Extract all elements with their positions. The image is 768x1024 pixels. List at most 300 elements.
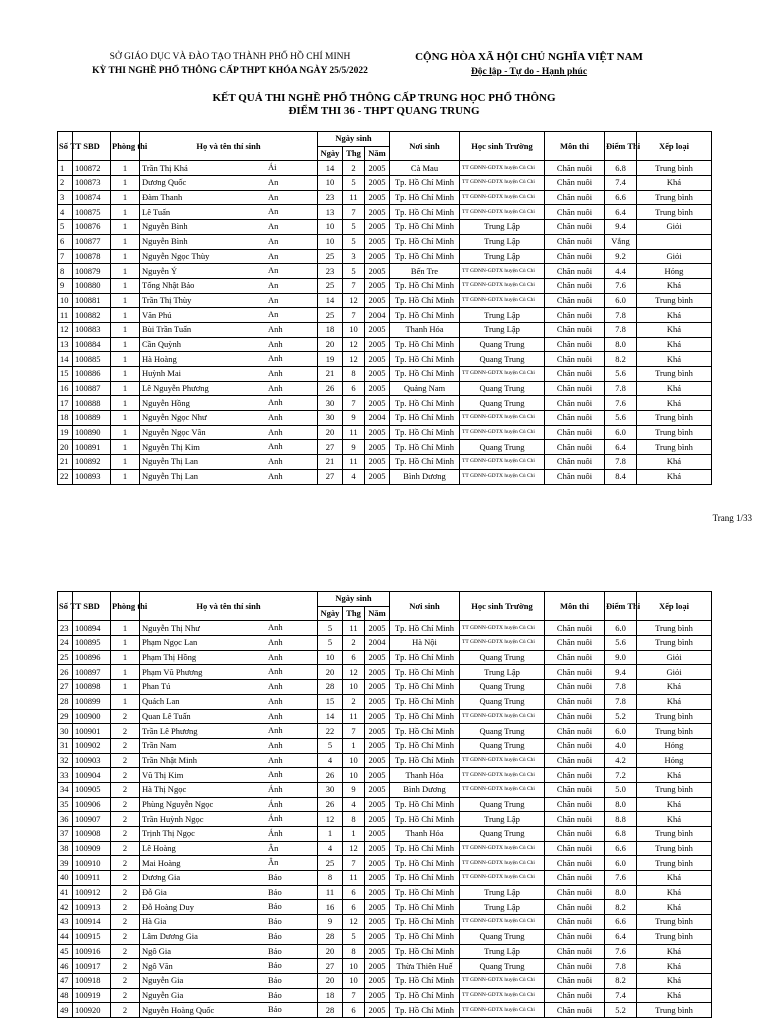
col-month: Thg	[343, 606, 365, 621]
cell-school: TT GDNN-GDTX huyện Củ Chi	[460, 190, 545, 205]
cell-month: 11	[343, 871, 365, 886]
cell-subject: Chăn nuôi	[545, 694, 605, 709]
col-name: Họ và tên thí sinh	[140, 592, 318, 621]
cell-year: 2005	[365, 900, 390, 915]
cell-room: 1	[111, 337, 140, 352]
cell-year: 2005	[365, 694, 390, 709]
cell-school: TT GDNN-GDTX huyện Củ Chi	[460, 621, 545, 636]
cell-month: 5	[343, 264, 365, 279]
cell-sbd: 100890	[73, 425, 111, 440]
cell-subject: Chăn nuôi	[545, 176, 605, 191]
col-stt: Số TT	[58, 592, 73, 621]
cell-score: 8.0	[605, 337, 637, 352]
cell-given-name: Anh	[268, 725, 283, 736]
cell-score: 7.8	[605, 381, 637, 396]
exam-name: KỲ THI NGHỀ PHỔ THÔNG CẤP THPT KHÓA NGÀY 25/5/2022	[92, 66, 368, 76]
cell-score: 6.8	[605, 827, 637, 842]
cell-room: 1	[111, 455, 140, 470]
cell-sbd: 100909	[73, 841, 111, 856]
cell-name: Trần Lê Phương	[142, 725, 198, 736]
cell-score: 8.2	[605, 352, 637, 367]
cell-full-name	[140, 694, 318, 709]
cell-stt: 29	[58, 709, 73, 724]
cell-rank: Trung bình	[637, 621, 712, 636]
cell-room: 1	[111, 176, 140, 191]
cell-full-name	[140, 636, 318, 651]
cell-year: 2005	[365, 220, 390, 235]
cell-day: 26	[318, 768, 343, 783]
cell-day: 30	[318, 782, 343, 797]
cell-year: 2005	[365, 680, 390, 695]
cell-month: 7	[343, 308, 365, 323]
document-title	[0, 92, 768, 118]
cell-score: 7.8	[605, 694, 637, 709]
cell-birthplace: Tp. Hồ Chí Minh	[390, 425, 460, 440]
cell-rank: Khá	[637, 885, 712, 900]
cell-birthplace: Tp. Hồ Chí Minh	[390, 680, 460, 695]
col-month: Thg	[343, 146, 365, 161]
cell-month: 6	[343, 885, 365, 900]
cell-sbd: 100881	[73, 293, 111, 308]
cell-day: 21	[318, 367, 343, 382]
cell-month: 4	[343, 797, 365, 812]
cell-subject: Chăn nuôi	[545, 841, 605, 856]
cell-school: Trung Lập	[460, 234, 545, 249]
cell-month: 5	[343, 220, 365, 235]
cell-rank: Trung bình	[637, 709, 712, 724]
cell-score: 9.4	[605, 665, 637, 680]
cell-room: 2	[111, 753, 140, 768]
cell-rank: Khá	[637, 455, 712, 470]
col-birthplace: Nơi sinh	[390, 132, 460, 161]
cell-rank: Khá	[637, 988, 712, 1003]
cell-month: 12	[343, 665, 365, 680]
cell-year: 2005	[365, 650, 390, 665]
cell-room: 1	[111, 322, 140, 337]
cell-rank: Khá	[637, 812, 712, 827]
table-row	[58, 797, 712, 812]
cell-room: 1	[111, 293, 140, 308]
table-row	[58, 694, 712, 709]
cell-year: 2005	[365, 871, 390, 886]
cell-stt: 33	[58, 768, 73, 783]
cell-sbd: 100889	[73, 411, 111, 426]
cell-subject: Chăn nuôi	[545, 973, 605, 988]
cell-name: Ngô Gia	[142, 945, 172, 956]
cell-score: 6.4	[605, 929, 637, 944]
cell-score: 6.8	[605, 161, 637, 176]
cell-name: Nguyễn Ngọc Như	[142, 412, 207, 423]
cell-sbd: 100917	[73, 959, 111, 974]
cell-stt: 9	[58, 278, 73, 293]
cell-school: Trung Lập	[460, 308, 545, 323]
cell-rank: Trung bình	[637, 782, 712, 797]
cell-sbd: 100885	[73, 352, 111, 367]
cell-rank: Khá	[637, 768, 712, 783]
title-line-2: ĐIỂM THI 36 - THPT QUANG TRUNG	[288, 105, 480, 117]
cell-given-name: Ân	[268, 857, 279, 868]
cell-day: 28	[318, 1003, 343, 1018]
cell-room: 1	[111, 308, 140, 323]
results-table-page-1	[57, 131, 712, 485]
cell-birthplace: Tp. Hồ Chí Minh	[390, 337, 460, 352]
cell-subject: Chăn nuôi	[545, 161, 605, 176]
cell-name: Quan Lê Tuấn	[142, 710, 191, 721]
cell-full-name	[140, 856, 318, 871]
cell-year: 2005	[365, 753, 390, 768]
table-row	[58, 885, 712, 900]
page-number: Trang 1/33	[712, 513, 752, 523]
cell-year: 2005	[365, 381, 390, 396]
cell-rank: Trung bình	[637, 841, 712, 856]
cell-birthplace: Thanh Hóa	[390, 322, 460, 337]
cell-stt: 1	[58, 161, 73, 176]
cell-day: 4	[318, 841, 343, 856]
cell-sbd: 100901	[73, 724, 111, 739]
cell-stt: 22	[58, 469, 73, 484]
cell-school: TT GDNN-GDTX huyện Củ Chi	[460, 425, 545, 440]
cell-rank	[637, 234, 712, 249]
col-stt: Số TT	[58, 132, 73, 161]
cell-full-name	[140, 264, 318, 279]
cell-month: 8	[343, 367, 365, 382]
cell-given-name: Ánh	[268, 828, 283, 838]
cell-month: 6	[343, 650, 365, 665]
cell-school: Quang Trung	[460, 440, 545, 455]
cell-room: 2	[111, 915, 140, 930]
cell-score: 6.6	[605, 841, 637, 856]
cell-room: 2	[111, 871, 140, 886]
cell-day: 4	[318, 753, 343, 768]
cell-year: 2005	[365, 797, 390, 812]
cell-sbd: 100895	[73, 636, 111, 651]
cell-month: 7	[343, 205, 365, 220]
cell-month: 4	[343, 469, 365, 484]
cell-subject: Chăn nuôi	[545, 190, 605, 205]
col-score: Điểm Thi	[605, 592, 637, 621]
cell-score: 6.6	[605, 190, 637, 205]
cell-full-name	[140, 176, 318, 191]
cell-room: 1	[111, 694, 140, 709]
cell-score: 8.2	[605, 973, 637, 988]
cell-stt: 2	[58, 176, 73, 191]
cell-school: TT GDNN-GDTX huyện Củ Chi	[460, 782, 545, 797]
cell-given-name: Bảo	[268, 901, 282, 912]
cell-day: 30	[318, 411, 343, 426]
cell-stt: 30	[58, 724, 73, 739]
cell-given-name: Anh	[268, 769, 283, 780]
cell-rank: Trung bình	[637, 440, 712, 455]
cell-subject: Chăn nuôi	[545, 264, 605, 279]
cell-month: 11	[343, 190, 365, 205]
cell-stt: 6	[58, 234, 73, 249]
table-row	[58, 220, 712, 235]
cell-stt: 17	[58, 396, 73, 411]
cell-stt: 21	[58, 455, 73, 470]
cell-score: 6.0	[605, 724, 637, 739]
cell-score: Vắng	[605, 234, 637, 249]
cell-school: TT GDNN-GDTX huyện Củ Chi	[460, 367, 545, 382]
cell-stt: 15	[58, 367, 73, 382]
cell-stt: 49	[58, 1003, 73, 1018]
results-table-page-2	[57, 591, 712, 1018]
cell-month: 2	[343, 636, 365, 651]
col-rank: Xếp loại	[637, 132, 712, 161]
table-header	[58, 592, 712, 621]
cell-year: 2005	[365, 205, 390, 220]
cell-school: Trung Lập	[460, 812, 545, 827]
cell-month: 12	[343, 915, 365, 930]
cell-birthplace: Tp. Hồ Chí Minh	[390, 396, 460, 411]
cell-sbd: 100876	[73, 220, 111, 235]
cell-given-name: Anh	[268, 368, 283, 378]
cell-subject: Chăn nuôi	[545, 205, 605, 220]
cell-name: Lê Nguyễn Phương	[142, 383, 209, 394]
cell-given-name: Ân	[268, 842, 279, 853]
cell-name: Nguyễn Thị Lan	[142, 471, 199, 482]
cell-school: Trung Lập	[460, 944, 545, 959]
cell-name: Trần Nhật Minh	[142, 754, 197, 765]
cell-subject: Chăn nuôi	[545, 220, 605, 235]
cell-given-name: Anh	[268, 666, 283, 677]
cell-score: 8.0	[605, 797, 637, 812]
col-sbd: SBD	[73, 592, 111, 621]
cell-subject: Chăn nuôi	[545, 249, 605, 264]
cell-room: 1	[111, 411, 140, 426]
cell-room: 2	[111, 812, 140, 827]
cell-day: 14	[318, 293, 343, 308]
cell-year: 2005	[365, 396, 390, 411]
col-subject: Môn thi	[545, 132, 605, 161]
cell-full-name	[140, 724, 318, 739]
cell-name: Trần Thị Khả	[142, 162, 188, 173]
cell-school: TT GDNN-GDTX huyện Củ Chi	[460, 856, 545, 871]
cell-rank: Khá	[637, 278, 712, 293]
cell-year: 2005	[365, 841, 390, 856]
table-row	[58, 959, 712, 974]
cell-birthplace: Tp. Hồ Chí Minh	[390, 871, 460, 886]
cell-sbd: 100916	[73, 944, 111, 959]
cell-year: 2005	[365, 249, 390, 264]
cell-day: 5	[318, 621, 343, 636]
cell-sbd: 100888	[73, 396, 111, 411]
cell-birthplace: Tp. Hồ Chí Minh	[390, 352, 460, 367]
cell-year: 2005	[365, 812, 390, 827]
cell-month: 10	[343, 322, 365, 337]
table-row	[58, 396, 712, 411]
cell-month: 2	[343, 694, 365, 709]
cell-day: 10	[318, 220, 343, 235]
cell-rank: Trung bình	[637, 367, 712, 382]
cell-sbd: 100886	[73, 367, 111, 382]
cell-given-name: Bảo	[268, 872, 282, 883]
cell-sbd: 100908	[73, 827, 111, 842]
cell-sbd: 100920	[73, 1003, 111, 1018]
cell-month: 10	[343, 768, 365, 783]
cell-stt: 19	[58, 425, 73, 440]
cell-room: 2	[111, 944, 140, 959]
title-line-1: KẾT QUẢ THI NGHỀ PHỔ THÔNG CẤP TRUNG HỌC PHỔ THÔNG	[212, 92, 556, 104]
cell-room: 2	[111, 959, 140, 974]
cell-stt: 3	[58, 190, 73, 205]
cell-room: 1	[111, 264, 140, 279]
col-name: Họ và tên thí sinh	[140, 132, 318, 161]
cell-subject: Chăn nuôi	[545, 425, 605, 440]
cell-year: 2005	[365, 278, 390, 293]
cell-room: 2	[111, 768, 140, 783]
cell-room: 2	[111, 841, 140, 856]
cell-school: Quang Trung	[460, 650, 545, 665]
cell-name: Ngô Văn	[142, 960, 173, 971]
cell-rank: Hỏng	[637, 738, 712, 753]
cell-rank: Trung bình	[637, 724, 712, 739]
cell-score: 7.8	[605, 308, 637, 323]
cell-school: Quang Trung	[460, 738, 545, 753]
cell-score: 6.0	[605, 621, 637, 636]
cell-subject: Chăn nuôi	[545, 293, 605, 308]
cell-full-name	[140, 753, 318, 768]
col-school: Học sinh Trường	[460, 592, 545, 621]
cell-sbd: 100896	[73, 650, 111, 665]
cell-room: 2	[111, 900, 140, 915]
cell-room: 2	[111, 797, 140, 812]
table-row	[58, 234, 712, 249]
cell-room: 1	[111, 650, 140, 665]
cell-name: Quách Lan	[142, 696, 180, 707]
cell-birthplace: Tp. Hồ Chí Minh	[390, 812, 460, 827]
cell-day: 13	[318, 205, 343, 220]
agency-header	[60, 50, 400, 78]
cell-month: 8	[343, 944, 365, 959]
cell-full-name	[140, 322, 318, 337]
cell-sbd: 100906	[73, 797, 111, 812]
cell-name: Nguyễn Thị Kim	[142, 441, 200, 452]
cell-score: 6.4	[605, 440, 637, 455]
cell-room: 2	[111, 929, 140, 944]
cell-birthplace: Tp. Hồ Chí Minh	[390, 944, 460, 959]
cell-stt: 46	[58, 959, 73, 974]
cell-room: 1	[111, 352, 140, 367]
cell-birthplace: Tp. Hồ Chí Minh	[390, 293, 460, 308]
cell-month: 9	[343, 440, 365, 455]
cell-school: TT GDNN-GDTX huyện Củ Chi	[460, 176, 545, 191]
col-rank: Xếp loại	[637, 592, 712, 621]
cell-month: 7	[343, 856, 365, 871]
cell-school: TT GDNN-GDTX huyện Củ Chi	[460, 871, 545, 886]
cell-day: 25	[318, 856, 343, 871]
cell-name: Nguyễn Hoàng Quốc	[142, 1004, 215, 1015]
cell-subject: Chăn nuôi	[545, 944, 605, 959]
cell-school: TT GDNN-GDTX huyện Củ Chi	[460, 841, 545, 856]
cell-stt: 44	[58, 929, 73, 944]
cell-subject: Chăn nuôi	[545, 782, 605, 797]
cell-given-name: Anh	[268, 470, 283, 481]
cell-month: 7	[343, 396, 365, 411]
cell-birthplace: Tp. Hồ Chí Minh	[390, 709, 460, 724]
cell-month: 11	[343, 621, 365, 636]
cell-room: 1	[111, 425, 140, 440]
cell-room: 1	[111, 621, 140, 636]
cell-score: 5.0	[605, 782, 637, 797]
cell-name: Văn Phú	[142, 309, 172, 320]
cell-full-name	[140, 249, 318, 264]
cell-score: 5.6	[605, 636, 637, 651]
cell-full-name	[140, 841, 318, 856]
cell-year: 2005	[365, 959, 390, 974]
cell-full-name	[140, 367, 318, 382]
cell-school: TT GDNN-GDTX huyện Củ Chi	[460, 753, 545, 768]
cell-full-name	[140, 190, 318, 205]
cell-year: 2005	[365, 709, 390, 724]
cell-day: 28	[318, 680, 343, 695]
cell-stt: 4	[58, 205, 73, 220]
table-row	[58, 190, 712, 205]
cell-year: 2005	[365, 768, 390, 783]
cell-stt: 14	[58, 352, 73, 367]
cell-subject: Chăn nuôi	[545, 680, 605, 695]
cell-full-name	[140, 827, 318, 842]
cell-score: 7.6	[605, 396, 637, 411]
cell-year: 2005	[365, 885, 390, 900]
cell-school: TT GDNN-GDTX huyện Củ Chi	[460, 455, 545, 470]
cell-sbd: 100913	[73, 900, 111, 915]
cell-given-name: Anh	[268, 338, 283, 349]
cell-name: Hà Thị Ngọc	[142, 784, 187, 795]
cell-birthplace: Tp. Hồ Chí Minh	[390, 885, 460, 900]
cell-school: TT GDNN-GDTX huyện Củ Chi	[460, 469, 545, 484]
cell-year: 2005	[365, 988, 390, 1003]
cell-given-name: Bảo	[268, 945, 282, 956]
cell-month: 10	[343, 753, 365, 768]
cell-birthplace: Quảng Nam	[390, 381, 460, 396]
cell-score: 5.6	[605, 367, 637, 382]
cell-sbd: 100910	[73, 856, 111, 871]
table-row	[58, 205, 712, 220]
cell-given-name: An	[268, 309, 279, 320]
cell-month: 5	[343, 929, 365, 944]
cell-birthplace: Tp. Hồ Chí Minh	[390, 856, 460, 871]
cell-score: 7.4	[605, 176, 637, 191]
table-row	[58, 915, 712, 930]
cell-name: Nguyễn Thị Lan	[142, 456, 199, 467]
cell-name: Lê Tuấn	[142, 206, 171, 217]
cell-sbd: 100873	[73, 176, 111, 191]
table-row	[58, 768, 712, 783]
cell-full-name	[140, 220, 318, 235]
cell-year: 2004	[365, 636, 390, 651]
cell-day: 16	[318, 900, 343, 915]
cell-subject: Chăn nuôi	[545, 621, 605, 636]
col-dob: Ngày sinh	[318, 132, 390, 147]
table-row	[58, 871, 712, 886]
cell-sbd: 100878	[73, 249, 111, 264]
cell-year: 2005	[365, 973, 390, 988]
cell-given-name: An	[268, 235, 279, 246]
cell-day: 15	[318, 694, 343, 709]
cell-name: Trần Huỳnh Ngọc	[142, 813, 204, 824]
cell-room: 1	[111, 469, 140, 484]
cell-rank: Khá	[637, 308, 712, 323]
table-row	[58, 367, 712, 382]
cell-stt: 26	[58, 665, 73, 680]
cell-given-name: Anh	[268, 739, 283, 750]
cell-given-name: An	[268, 279, 279, 290]
cell-rank: Khá	[637, 797, 712, 812]
cell-score: 7.6	[605, 944, 637, 959]
cell-stt: 36	[58, 812, 73, 827]
cell-school: Quang Trung	[460, 797, 545, 812]
cell-given-name: Ánh	[268, 798, 283, 809]
